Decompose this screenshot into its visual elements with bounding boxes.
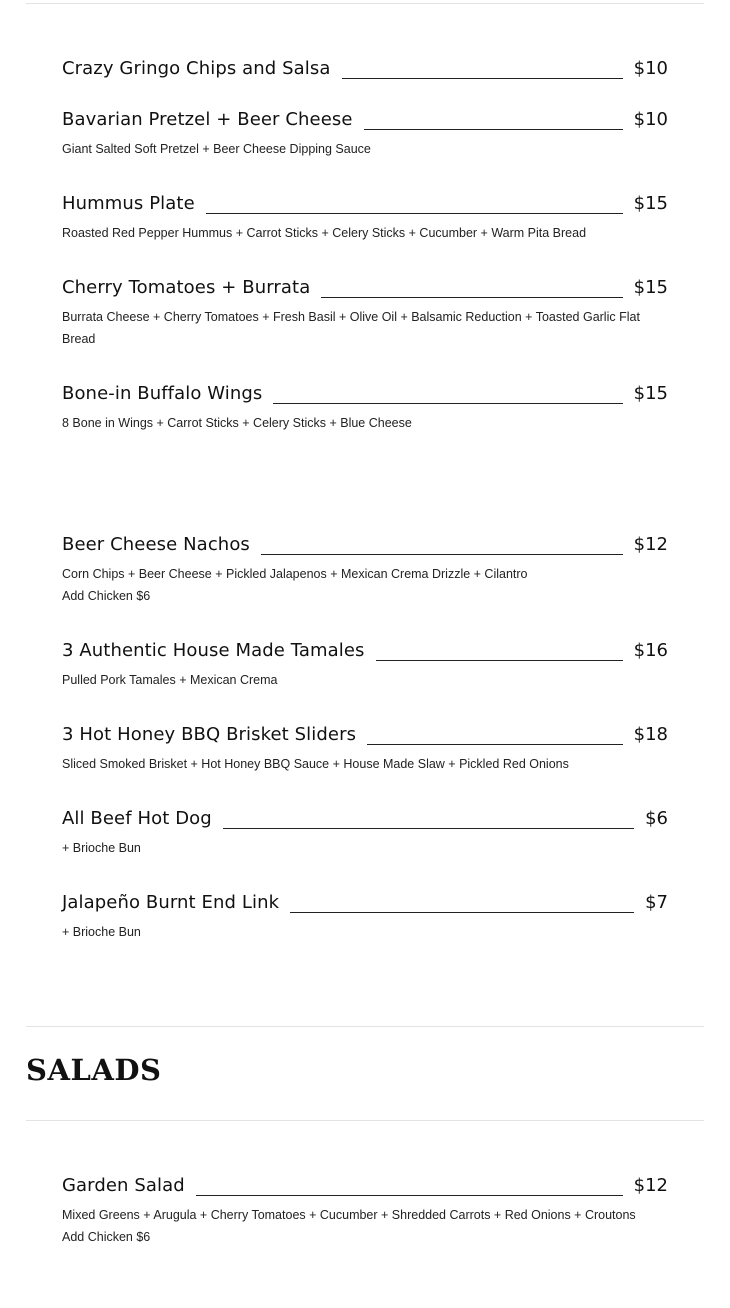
menu-item-description: Burrata Cheese + Cherry Tomatoes + Fresh Basil + Olive Oil + Balsamic Reduction + Toasted Garlic Flat Bread	[62, 310, 640, 346]
menu-item-description: + Brioche Bun	[62, 925, 141, 939]
menu-item-description: + Brioche Bun	[62, 841, 141, 855]
menu-item-name: 3 Authentic House Made Tamales	[62, 640, 365, 661]
menu-item-name: All Beef Hot Dog	[62, 808, 212, 829]
menu-item-description: Sliced Smoked Brisket + Hot Honey BBQ Sauce + House Made Slaw + Pickled Red Onions	[62, 757, 569, 771]
menu-item	[62, 1173, 668, 1279]
dotted-leader	[342, 77, 623, 79]
dotted-leader	[321, 296, 622, 298]
menu-item-name: Hummus Plate	[62, 193, 195, 214]
menu-group-starters-2	[62, 532, 668, 952]
menu-item-name: Beer Cheese Nachos	[62, 534, 250, 555]
menu-item-name: Bavarian Pretzel + Beer Cheese	[62, 109, 353, 130]
menu-item	[62, 890, 668, 952]
menu-item-description: Pulled Pork Tamales + Mexican Crema	[62, 673, 278, 687]
menu-item-price: $10	[633, 109, 668, 130]
dotted-leader	[290, 911, 634, 913]
menu-item-description	[62, 563, 668, 607]
dotted-leader	[223, 827, 634, 829]
menu-item	[62, 638, 668, 722]
menu-item-name: Bone-in Buffalo Wings	[62, 383, 263, 404]
dotted-leader	[376, 659, 623, 661]
menu-item	[62, 107, 668, 191]
menu-item	[62, 381, 668, 443]
section-title-salads: SALADS	[26, 1053, 162, 1087]
menu-item-name: 3 Hot Honey BBQ Brisket Sliders	[62, 724, 357, 745]
menu-item-price: $18	[633, 724, 668, 745]
menu-item	[62, 532, 668, 638]
menu-item-price: $12	[633, 534, 668, 555]
menu-item-name: Jalapeño Burnt End Link	[62, 892, 280, 913]
menu-item-name: Cherry Tomatoes + Burrata	[62, 277, 311, 298]
menu-group-salads	[62, 1173, 668, 1279]
menu-item-name: Garden Salad	[62, 1175, 185, 1196]
menu-item-description: 8 Bone in Wings + Carrot Sticks + Celery Sticks + Blue Cheese	[62, 416, 412, 430]
dotted-leader	[206, 212, 623, 214]
menu-item-description-line: Corn Chips + Beer Cheese + Pickled Jalapenos + Mexican Crema Drizzle + Cilantro	[62, 567, 528, 581]
menu-group-starters-1	[62, 56, 668, 443]
menu-item-price: $6	[645, 808, 668, 829]
menu-item-price: $12	[633, 1175, 668, 1196]
menu-item	[62, 806, 668, 890]
menu-item-description	[62, 1204, 668, 1248]
menu-item-price: $15	[633, 277, 668, 298]
menu-item-addon: Add Chicken $6	[62, 589, 151, 603]
dotted-leader	[273, 402, 622, 404]
menu-item-price: $15	[633, 193, 668, 214]
menu-item-description: Roasted Red Pepper Hummus + Carrot Sticks + Celery Sticks + Cucumber + Warm Pita Bread	[62, 226, 587, 240]
top-divider	[26, 3, 704, 4]
menu-item-price: $10	[633, 58, 668, 79]
menu-item-name: Crazy Gringo Chips and Salsa	[62, 58, 331, 79]
section-divider-top	[26, 1026, 704, 1027]
menu-item	[62, 275, 668, 381]
menu-item-addon: Add Chicken $6	[62, 1230, 151, 1244]
menu-item	[62, 191, 668, 275]
menu-item-description-line: Mixed Greens + Arugula + Cherry Tomatoes + Cucumber + Shredded Carrots + Red Onions + Croutons	[62, 1208, 636, 1222]
dotted-leader	[196, 1194, 623, 1196]
dotted-leader	[261, 553, 623, 555]
menu-item	[62, 56, 668, 107]
menu-item-price: $7	[645, 892, 668, 913]
section-divider-bottom	[26, 1120, 704, 1121]
menu-item-price: $15	[633, 383, 668, 404]
dotted-leader	[367, 743, 623, 745]
dotted-leader	[364, 128, 623, 130]
menu-item	[62, 722, 668, 806]
menu-item-price: $16	[633, 640, 668, 661]
menu-item-description: Giant Salted Soft Pretzel + Beer Cheese Dipping Sauce	[62, 142, 371, 156]
